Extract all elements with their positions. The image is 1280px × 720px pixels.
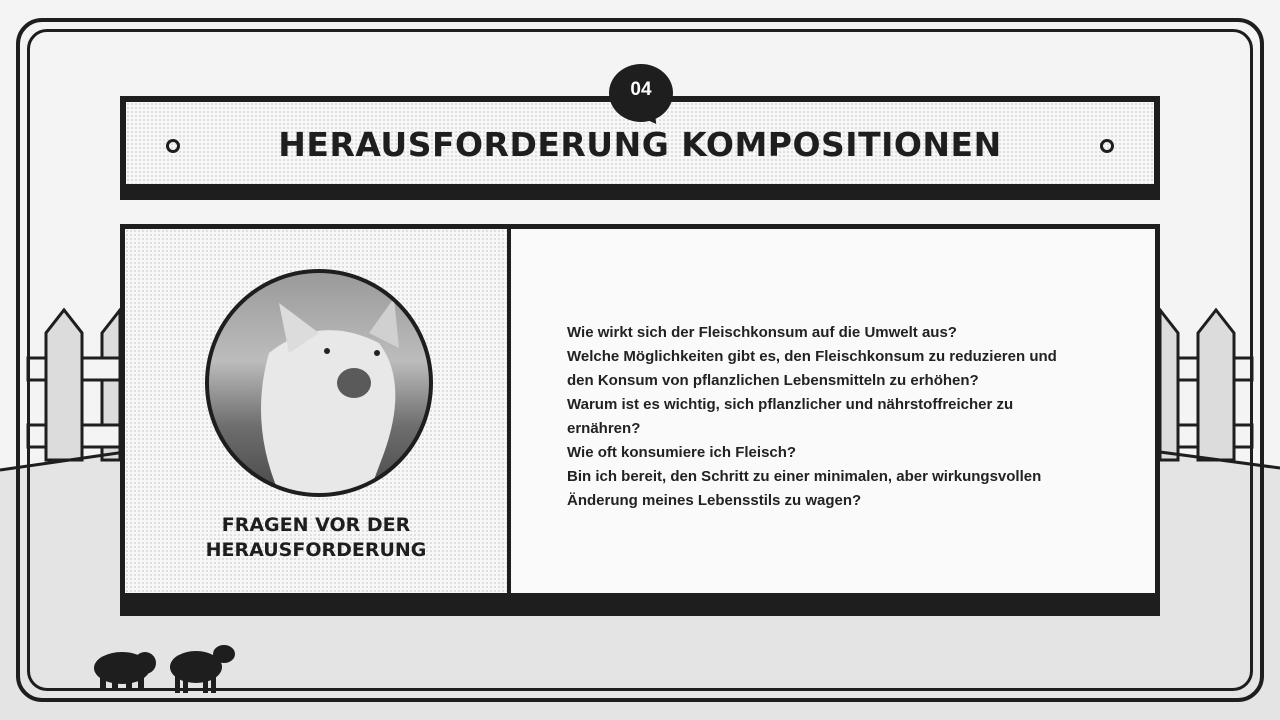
title-shadow bbox=[120, 188, 1160, 200]
slide-title: HERAUSFORDERUNG KOMPOSITIONEN bbox=[278, 124, 1002, 164]
question-item: Wie oft konsumiere ich Fleisch? bbox=[567, 444, 797, 461]
ring-decoration-icon bbox=[1100, 139, 1114, 153]
question-item: Wie wirkt sich der Fleischkonsum auf die Umwelt aus? bbox=[567, 324, 957, 341]
image-pane bbox=[125, 229, 511, 593]
questions-pane bbox=[511, 229, 1155, 593]
question-item: Bin ich bereit, den Schritt zu einer minimalen, aber wirkungsvollen Änderung meines Lebensstils zu wagen? bbox=[567, 468, 1042, 509]
question-item: Welche Möglichkeiten gibt es, den Fleischkonsum zu reduzieren und den Konsum von pflanzlichen Lebensmitteln zu erhöhen? bbox=[567, 348, 1057, 389]
question-item: Warum ist es wichtig, sich pflanzlicher und nährstoffreicher zu ernähren? bbox=[567, 396, 1014, 437]
slide-number: 04 bbox=[630, 79, 652, 100]
slide-number-bubble bbox=[609, 64, 673, 122]
ring-decoration-icon bbox=[166, 139, 180, 153]
section-subtitle: FRAGEN VOR DER HERAUSFORDERUNG bbox=[205, 514, 427, 561]
content-shadow bbox=[120, 596, 1160, 616]
pig-image-icon bbox=[209, 273, 429, 493]
content-panel bbox=[120, 224, 1160, 598]
pig-photo bbox=[205, 269, 433, 497]
